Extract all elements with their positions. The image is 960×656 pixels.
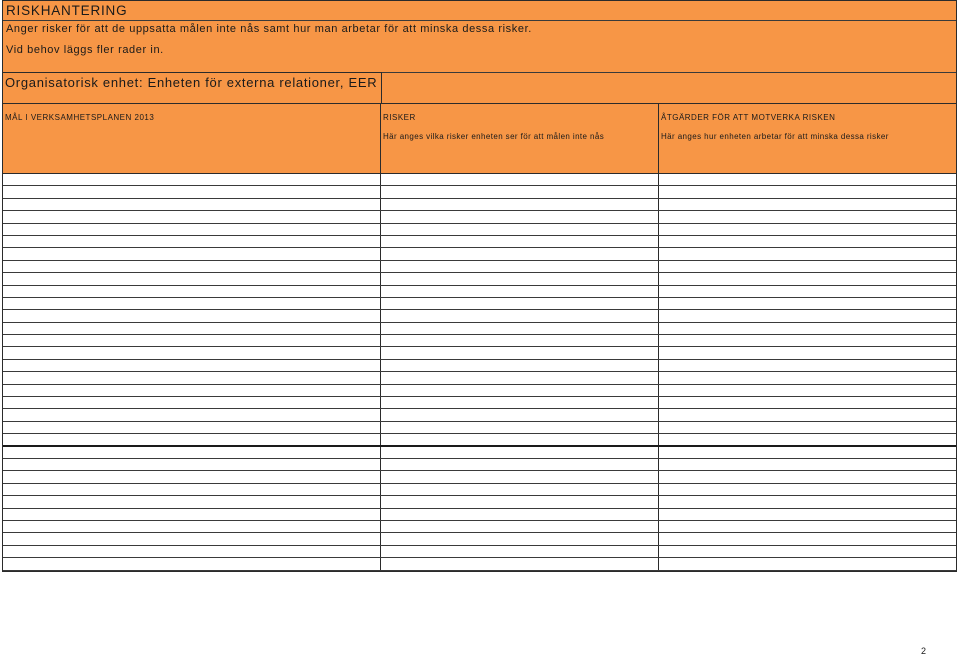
risk-cell[interactable] — [381, 533, 659, 544]
goal-cell[interactable] — [3, 484, 381, 495]
goal-cell[interactable] — [3, 211, 381, 222]
table-row — [3, 422, 956, 434]
table-row — [3, 459, 956, 471]
table-row — [3, 174, 956, 186]
action-cell[interactable] — [659, 422, 956, 433]
org-unit-cell[interactable] — [2, 72, 382, 104]
action-cell[interactable] — [659, 323, 956, 334]
action-cell[interactable] — [659, 261, 956, 272]
action-cell[interactable] — [659, 471, 956, 482]
note-text: Vid behov läggs fler rader in. — [6, 44, 164, 56]
table-row — [3, 496, 956, 508]
table-row — [3, 558, 956, 570]
risk-cell[interactable] — [381, 186, 659, 197]
table-row — [3, 385, 956, 397]
table-row — [3, 298, 956, 310]
action-cell[interactable] — [659, 298, 956, 309]
risk-cell[interactable] — [381, 409, 659, 420]
goal-cell[interactable] — [3, 385, 381, 396]
risk-cell[interactable] — [381, 509, 659, 520]
risk-cell[interactable] — [381, 323, 659, 334]
goal-cell[interactable] — [3, 558, 381, 569]
org-divider — [381, 72, 956, 73]
action-cell[interactable] — [659, 211, 956, 222]
column-actions-heading: ÅTGÄRDER FÖR ATT MOTVERKA RISKEN — [661, 113, 836, 122]
goal-cell[interactable] — [3, 459, 381, 470]
goal-cell[interactable] — [3, 261, 381, 272]
action-cell[interactable] — [659, 509, 956, 520]
column-header-row — [2, 104, 957, 174]
table-row — [3, 335, 956, 347]
goal-cell[interactable] — [3, 372, 381, 383]
risk-cell[interactable] — [381, 224, 659, 235]
table-row — [3, 521, 956, 533]
action-cell[interactable] — [659, 459, 956, 470]
risk-cell[interactable] — [381, 459, 659, 470]
risk-cell[interactable] — [381, 496, 659, 507]
risk-cell[interactable] — [381, 286, 659, 297]
action-cell[interactable] — [659, 447, 956, 458]
goal-cell[interactable] — [3, 447, 381, 458]
table-row — [3, 360, 956, 372]
header-block — [2, 0, 957, 104]
goal-cell[interactable] — [3, 434, 381, 444]
goal-cell[interactable] — [3, 273, 381, 284]
risk-cell[interactable] — [381, 546, 659, 557]
risk-cell[interactable] — [381, 335, 659, 346]
action-cell[interactable] — [659, 397, 956, 408]
column-risks-subtitle: Här anges vilka risker enheten ser för att målen inte nås — [383, 132, 605, 141]
risk-cell[interactable] — [381, 273, 659, 284]
action-cell[interactable] — [659, 248, 956, 259]
table-row — [3, 310, 956, 322]
risk-cell[interactable] — [381, 236, 659, 247]
goal-cell[interactable] — [3, 546, 381, 557]
risk-table — [2, 174, 957, 572]
table-row — [3, 447, 956, 459]
table-row — [3, 236, 956, 248]
action-cell[interactable] — [659, 521, 956, 532]
risk-cell[interactable] — [381, 360, 659, 371]
table-row — [3, 261, 956, 273]
risk-cell[interactable] — [381, 199, 659, 210]
table-row — [3, 224, 956, 236]
risk-cell[interactable] — [381, 174, 659, 185]
goal-cell[interactable] — [3, 521, 381, 532]
goal-cell[interactable] — [3, 323, 381, 334]
goal-cell[interactable] — [3, 286, 381, 297]
goal-cell[interactable] — [3, 422, 381, 433]
goal-cell[interactable] — [3, 310, 381, 321]
goal-cell[interactable] — [3, 236, 381, 247]
table-row — [3, 484, 956, 496]
column-actions-subtitle: Här anges hur enheten arbetar för att minska dessa risker — [661, 132, 889, 141]
goal-cell[interactable] — [3, 509, 381, 520]
action-cell[interactable] — [659, 224, 956, 235]
action-cell[interactable] — [659, 409, 956, 420]
goal-cell[interactable] — [3, 335, 381, 346]
risk-cell[interactable] — [381, 521, 659, 532]
table-row — [3, 286, 956, 298]
column-actions — [659, 104, 956, 173]
action-cell[interactable] — [659, 273, 956, 284]
goal-cell[interactable] — [3, 409, 381, 420]
goal-cell[interactable] — [3, 397, 381, 408]
goal-cell[interactable] — [3, 224, 381, 235]
action-cell[interactable] — [659, 286, 956, 297]
page-title: RISKHANTERING — [6, 3, 128, 18]
action-cell[interactable] — [659, 434, 956, 444]
risk-cell[interactable] — [381, 298, 659, 309]
table-row — [3, 186, 956, 198]
risk-cell[interactable] — [381, 397, 659, 408]
action-cell[interactable] — [659, 360, 956, 371]
column-risks-heading: RISKER — [383, 113, 416, 122]
goal-cell[interactable] — [3, 533, 381, 544]
goal-cell[interactable] — [3, 347, 381, 358]
table-row — [3, 546, 956, 558]
risk-cell[interactable] — [381, 484, 659, 495]
intro-text: Anger risker för att de uppsatta målen inte nås samt hur man arbetar för att minska dessa risker. — [6, 23, 532, 35]
column-goals-heading: MÅL I VERKSAMHETSPLANEN 2013 — [5, 113, 155, 122]
action-cell[interactable] — [659, 335, 956, 346]
action-cell[interactable] — [659, 546, 956, 557]
table-row — [3, 347, 956, 359]
risk-cell[interactable] — [381, 248, 659, 259]
goal-cell[interactable] — [3, 248, 381, 259]
risk-cell[interactable] — [381, 471, 659, 482]
org-unit-label: Organisatorisk enhet: Enheten för externa relationer, EER — [5, 75, 378, 90]
risk-cell[interactable] — [381, 422, 659, 433]
table-row — [3, 248, 956, 260]
table-row — [3, 323, 956, 335]
risk-cell[interactable] — [381, 211, 659, 222]
page-number: 2 — [920, 646, 926, 656]
column-goals — [3, 104, 381, 173]
table-row — [3, 372, 956, 384]
risk-cell[interactable] — [381, 385, 659, 396]
risk-cell[interactable] — [381, 347, 659, 358]
table-row — [3, 509, 956, 521]
goal-cell[interactable] — [3, 186, 381, 197]
action-cell[interactable] — [659, 558, 956, 569]
table-row — [3, 199, 956, 211]
risk-cell[interactable] — [381, 558, 659, 569]
table-row — [3, 211, 956, 223]
action-cell[interactable] — [659, 347, 956, 358]
risk-cell[interactable] — [381, 261, 659, 272]
goal-cell[interactable] — [3, 496, 381, 507]
table-row — [3, 409, 956, 421]
goal-cell[interactable] — [3, 298, 381, 309]
action-cell[interactable] — [659, 484, 956, 495]
action-cell[interactable] — [659, 385, 956, 396]
action-cell[interactable] — [659, 372, 956, 383]
risk-sheet — [2, 0, 957, 572]
action-cell[interactable] — [659, 310, 956, 321]
goal-cell[interactable] — [3, 360, 381, 371]
risk-cell[interactable] — [381, 310, 659, 321]
title-divider — [3, 20, 956, 21]
table-row — [3, 434, 956, 446]
risk-cell[interactable] — [381, 372, 659, 383]
action-cell[interactable] — [659, 236, 956, 247]
goal-cell[interactable] — [3, 199, 381, 210]
risk-cell[interactable] — [381, 447, 659, 458]
action-cell[interactable] — [659, 199, 956, 210]
table-row — [3, 397, 956, 409]
column-risks — [381, 104, 659, 173]
action-cell[interactable] — [659, 186, 956, 197]
table-row — [3, 273, 956, 285]
table-row — [3, 471, 956, 483]
table-row — [3, 533, 956, 545]
action-cell[interactable] — [659, 533, 956, 544]
goal-cell[interactable] — [3, 471, 381, 482]
action-cell[interactable] — [659, 174, 956, 185]
risk-cell[interactable] — [381, 434, 659, 444]
goal-cell[interactable] — [3, 174, 381, 185]
action-cell[interactable] — [659, 496, 956, 507]
